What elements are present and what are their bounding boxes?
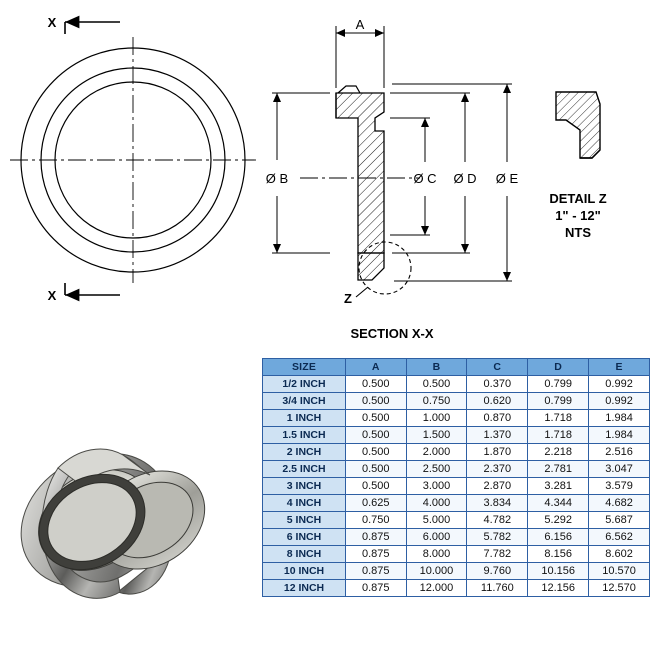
- cell-a: 0.500: [346, 376, 407, 393]
- cell-e: 5.687: [589, 512, 650, 529]
- table-row: [263, 529, 650, 546]
- front-view-centerlines: [10, 37, 256, 283]
- cell-b: 8.000: [406, 546, 467, 563]
- dimension-c-label: Ø C: [413, 171, 437, 186]
- cell-a: 0.875: [346, 563, 407, 580]
- cell-e: 3.579: [589, 478, 650, 495]
- cell-a: 0.875: [346, 580, 407, 597]
- cell-d: 3.281: [528, 478, 589, 495]
- section-letter-top: X: [47, 15, 57, 30]
- cell-c: 0.870: [467, 410, 528, 427]
- section-caption: SECTION X-X: [350, 326, 434, 341]
- cell-b: 5.000: [406, 512, 467, 529]
- cell-d: 0.799: [528, 393, 589, 410]
- col-header-a: A: [346, 359, 407, 376]
- cell-b: 1.000: [406, 410, 467, 427]
- col-header-e: E: [589, 359, 650, 376]
- cell-c: 1.370: [467, 427, 528, 444]
- col-header-b: B: [406, 359, 467, 376]
- cell-b: 1.500: [406, 427, 467, 444]
- table-row: [263, 478, 650, 495]
- cell-a: 0.875: [346, 546, 407, 563]
- dimension-e: [392, 84, 512, 281]
- cell-d: 1.718: [528, 427, 589, 444]
- cell-d: 4.344: [528, 495, 589, 512]
- cell-b: 0.500: [406, 376, 467, 393]
- cell-c: 3.834: [467, 495, 528, 512]
- section-profile-upper: [336, 93, 384, 253]
- table-row: [263, 546, 650, 563]
- cell-size: 3/4 INCH: [263, 393, 346, 410]
- cell-a: 0.500: [346, 410, 407, 427]
- cell-d: 5.292: [528, 512, 589, 529]
- cell-c: 0.370: [467, 376, 528, 393]
- cell-b: 3.000: [406, 478, 467, 495]
- dimension-b-label: Ø B: [265, 171, 289, 186]
- detail-title: DETAIL Z: [549, 191, 607, 206]
- cell-size: 10 INCH: [263, 563, 346, 580]
- cell-e: 10.570: [589, 563, 650, 580]
- cell-c: 2.870: [467, 478, 528, 495]
- cell-a: 0.500: [346, 478, 407, 495]
- section-letter-bottom: X: [47, 288, 57, 303]
- cell-c: 0.620: [467, 393, 528, 410]
- table-header-row: [263, 359, 650, 376]
- cell-b: 10.000: [406, 563, 467, 580]
- dimension-table-wrapper: [262, 358, 650, 597]
- cell-b: 2.500: [406, 461, 467, 478]
- cell-c: 2.370: [467, 461, 528, 478]
- cell-c: 5.782: [467, 529, 528, 546]
- table-row: [263, 461, 650, 478]
- table-row: [263, 427, 650, 444]
- cell-b: 6.000: [406, 529, 467, 546]
- cell-a: 0.625: [346, 495, 407, 512]
- cell-size: 6 INCH: [263, 529, 346, 546]
- table-row: [263, 444, 650, 461]
- detail-range: 1" - 12": [555, 208, 601, 223]
- cell-b: 4.000: [406, 495, 467, 512]
- cell-e: 6.562: [589, 529, 650, 546]
- cell-c: 11.760: [467, 580, 528, 597]
- cell-e: 3.047: [589, 461, 650, 478]
- cell-c: 4.782: [467, 512, 528, 529]
- cell-size: 2.5 INCH: [263, 461, 346, 478]
- table-row: [263, 495, 650, 512]
- table-row: [263, 376, 650, 393]
- table-row: [263, 512, 650, 529]
- cell-a: 0.500: [346, 461, 407, 478]
- cell-a: 0.750: [346, 512, 407, 529]
- detail-leader-z: [356, 287, 368, 297]
- table-row: [263, 393, 650, 410]
- cell-size: 12 INCH: [263, 580, 346, 597]
- table-body: [263, 376, 650, 597]
- cell-e: 0.992: [589, 376, 650, 393]
- cell-e: 12.570: [589, 580, 650, 597]
- cell-size: 8 INCH: [263, 546, 346, 563]
- cell-size: 4 INCH: [263, 495, 346, 512]
- cell-d: 6.156: [528, 529, 589, 546]
- cell-a: 0.500: [346, 427, 407, 444]
- dimension-e-label: Ø E: [495, 171, 519, 186]
- cell-d: 8.156: [528, 546, 589, 563]
- cell-size: 1/2 INCH: [263, 376, 346, 393]
- cell-c: 7.782: [467, 546, 528, 563]
- cell-e: 4.682: [589, 495, 650, 512]
- cell-size: 3 INCH: [263, 478, 346, 495]
- table-row: [263, 410, 650, 427]
- cell-a: 0.875: [346, 529, 407, 546]
- dimension-a: [336, 26, 384, 88]
- cell-a: 0.500: [346, 444, 407, 461]
- cell-size: 5 INCH: [263, 512, 346, 529]
- detail-z-view: [556, 92, 600, 158]
- cell-e: 8.602: [589, 546, 650, 563]
- dimension-a-label: A: [355, 17, 365, 32]
- cell-d: 0.799: [528, 376, 589, 393]
- cell-b: 0.750: [406, 393, 467, 410]
- cell-d: 12.156: [528, 580, 589, 597]
- cell-size: 2 INCH: [263, 444, 346, 461]
- dimension-d-label: Ø D: [453, 171, 477, 186]
- isometric-view: [0, 426, 223, 614]
- dimension-table: [262, 358, 650, 597]
- cell-a: 0.500: [346, 393, 407, 410]
- table-row: [263, 563, 650, 580]
- cell-d: 1.718: [528, 410, 589, 427]
- cell-b: 12.000: [406, 580, 467, 597]
- cell-d: 2.781: [528, 461, 589, 478]
- cell-c: 9.760: [467, 563, 528, 580]
- col-header-size: SIZE: [263, 359, 346, 376]
- col-header-c: C: [467, 359, 528, 376]
- cell-size: 1.5 INCH: [263, 427, 346, 444]
- col-header-d: D: [528, 359, 589, 376]
- detail-scale: NTS: [565, 225, 591, 240]
- cell-b: 2.000: [406, 444, 467, 461]
- detail-callout-label: Z: [344, 291, 352, 306]
- cell-d: 2.218: [528, 444, 589, 461]
- cell-c: 1.870: [467, 444, 528, 461]
- cell-e: 2.516: [589, 444, 650, 461]
- cell-e: 1.984: [589, 427, 650, 444]
- cell-d: 10.156: [528, 563, 589, 580]
- cell-e: 0.992: [589, 393, 650, 410]
- cell-size: 1 INCH: [263, 410, 346, 427]
- table-row: [263, 580, 650, 597]
- cell-e: 1.984: [589, 410, 650, 427]
